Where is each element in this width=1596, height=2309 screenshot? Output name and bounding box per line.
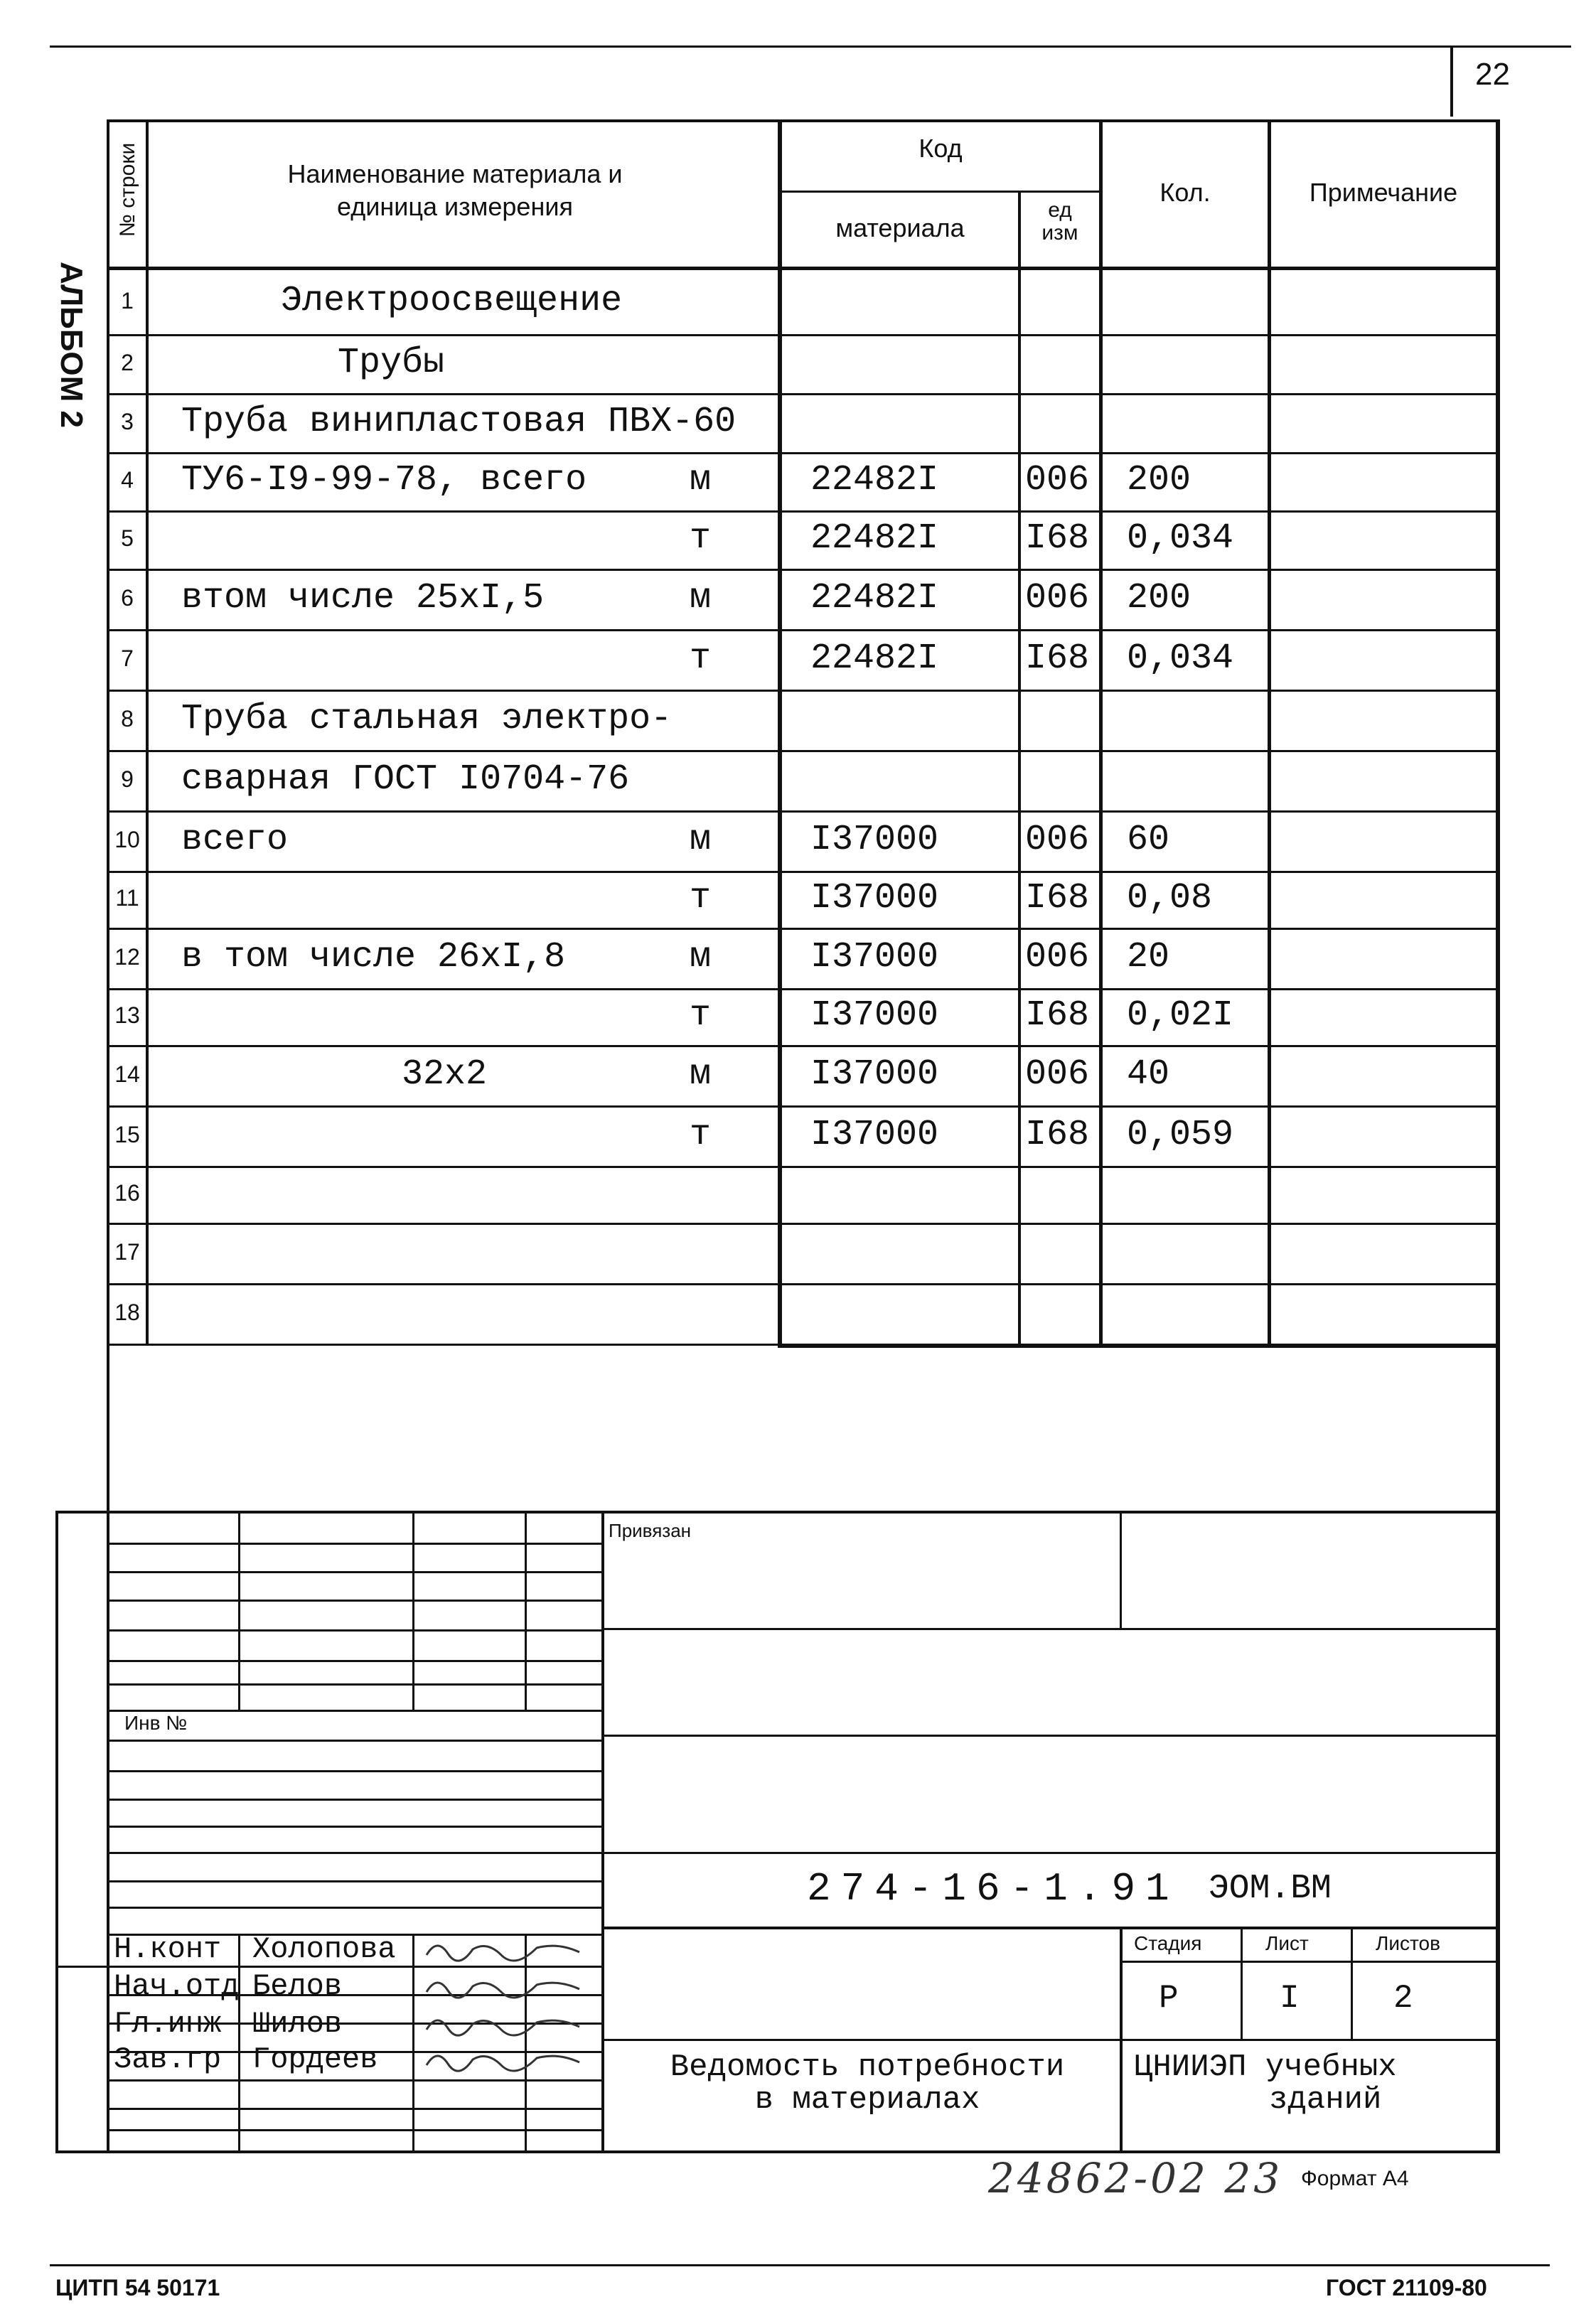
material-name: ТУ6-I9-99-78, всего (181, 460, 587, 500)
material-code: I37000 (810, 936, 939, 977)
row-number: 8 (121, 705, 134, 732)
signature-scribble (423, 2008, 587, 2040)
signer-role: Нач.отд (114, 1969, 240, 2003)
sheet-title-line1: Ведомость потребности (670, 2050, 1065, 2085)
unit-label: м (690, 460, 712, 500)
printer-code: ЦИТП 54 50171 (55, 2275, 220, 2300)
material-code: 22482I (810, 460, 939, 500)
album-label: АЛЬБОМ 2 (54, 261, 89, 428)
header-code-unit (1021, 199, 1099, 245)
unit-label: т (690, 1114, 712, 1155)
row-number: 6 (121, 584, 134, 611)
signer-name: Шилов (252, 2007, 343, 2041)
organization (1134, 2051, 1489, 2116)
sheets-label: Листов (1376, 1932, 1440, 1954)
material-code: I37000 (810, 1054, 939, 1095)
quantity: 20 (1127, 936, 1170, 977)
material-code: I37000 (810, 995, 939, 1036)
sheet-title (626, 2051, 1109, 2116)
quantity: 200 (1127, 577, 1191, 618)
quantity: 0,034 (1127, 518, 1234, 559)
unit-label: м (690, 819, 712, 860)
header-note: Примечание (1309, 178, 1458, 207)
sheet-label: Лист (1265, 1932, 1309, 1954)
signature-scribble (423, 1971, 587, 2003)
page-corner-number: 22 (1475, 57, 1510, 92)
stage-value: Р (1159, 1980, 1179, 2017)
sheets-value: 2 (1393, 1980, 1413, 2017)
unit-code: 006 (1025, 819, 1090, 860)
unit-code: 006 (1025, 460, 1090, 500)
signer-role: Гл.инж (114, 2007, 222, 2041)
material-name: Труба стальная электро- (181, 698, 673, 739)
sheet-title-line2: в материалах (754, 2082, 980, 2118)
row-number: 5 (121, 525, 134, 551)
unit-label: т (690, 995, 712, 1036)
unit-label: м (690, 577, 712, 618)
row-number: 17 (114, 1238, 140, 1265)
quantity: 60 (1127, 819, 1170, 860)
doc-mark: ЭОМ.ВМ (1209, 1870, 1332, 1908)
handwritten-number: 24862-02 23 (988, 2154, 1283, 2202)
signer-name: Белов (252, 1969, 343, 2003)
signer-role: Н.конт (114, 1932, 222, 1966)
signer-name: Холопова (252, 1932, 396, 1966)
unit-code: I68 (1025, 1114, 1090, 1155)
signature-scribble (423, 2044, 587, 2076)
row-number: 2 (121, 349, 134, 375)
sheet-value: I (1280, 1980, 1300, 2017)
material-name: Трубы (338, 342, 445, 383)
bottom-rule (50, 2264, 1550, 2266)
material-name: всего (181, 819, 289, 860)
quantity: 0,08 (1127, 878, 1213, 918)
signer-name: Гордеев (252, 2042, 378, 2077)
row-number: 7 (121, 645, 134, 671)
inv-no-label: Инв № (124, 1712, 188, 1734)
material-name: в том числе 26хI,8 (181, 936, 566, 977)
row-number: 4 (121, 467, 134, 493)
corner-divider (1450, 45, 1453, 117)
material-code: 22482I (810, 577, 939, 618)
row-number: 10 (114, 826, 140, 852)
unit-code: I68 (1025, 878, 1090, 918)
quantity: 0,02I (1127, 995, 1234, 1036)
row-number: 14 (114, 1061, 140, 1087)
material-code: 22482I (810, 638, 939, 679)
unit-code: 006 (1025, 936, 1090, 977)
unit-code: I68 (1025, 518, 1090, 559)
unit-label: м (690, 1054, 712, 1095)
unit-label: т (690, 878, 712, 918)
organization-line1: ЦНИИЭП учебных (1134, 2050, 1397, 2085)
signer-role: Зав.гр (114, 2042, 222, 2077)
row-number: 3 (121, 408, 134, 434)
unit-code: 006 (1025, 577, 1090, 618)
format-label: Формат А4 (1301, 2167, 1409, 2190)
signature-scribble (423, 1934, 587, 1966)
material-code: I37000 (810, 1114, 939, 1155)
header-row-no: № строки (116, 142, 139, 237)
header-code: Код (918, 134, 963, 163)
quantity: 0,034 (1127, 638, 1234, 679)
row-number: 13 (114, 1002, 140, 1028)
material-name: Электроосвещение (281, 281, 623, 321)
material-code: I37000 (810, 878, 939, 918)
quantity: 200 (1127, 460, 1191, 500)
unit-code: I68 (1025, 995, 1090, 1036)
material-name: втом числе 25хI,5 (181, 577, 545, 618)
header-name: Наименование материала и единица измерения (287, 159, 623, 221)
header-qty: Кол. (1159, 178, 1211, 207)
unit-label: м (690, 936, 712, 977)
material-code: 22482I (810, 518, 939, 559)
top-rule (50, 45, 1571, 48)
material-name: Труба винипластовая ПВХ-60 (181, 401, 737, 442)
linked-label: Привязан (609, 1520, 692, 1541)
row-number: 1 (121, 288, 134, 314)
unit-code: 006 (1025, 1054, 1090, 1095)
material-code: I37000 (810, 819, 939, 860)
doc-code: 274-16-1.91 (807, 1866, 1179, 1912)
row-number: 11 (115, 885, 139, 911)
quantity: 0,059 (1127, 1114, 1234, 1155)
row-number: 18 (114, 1299, 140, 1325)
row-number: 12 (114, 943, 140, 970)
gost-code: ГОСТ 21109-80 (1326, 2275, 1487, 2300)
unit-label: т (690, 638, 712, 679)
stage-label: Стадия (1134, 1932, 1202, 1954)
quantity: 40 (1127, 1054, 1170, 1095)
unit-code: I68 (1025, 638, 1090, 679)
material-name: 32х2 (402, 1054, 488, 1095)
header-code-unit-line2: изм (1041, 221, 1078, 245)
unit-label: т (690, 518, 712, 559)
header-code-unit-line1: ед (1048, 198, 1072, 222)
row-number: 16 (114, 1180, 140, 1206)
organization-line2: зданий (1269, 2082, 1382, 2118)
header-code-material: материала (835, 213, 965, 242)
row-number: 15 (114, 1121, 140, 1147)
material-name: сварная ГОСТ I0704-76 (181, 759, 630, 800)
row-number: 9 (121, 766, 134, 792)
